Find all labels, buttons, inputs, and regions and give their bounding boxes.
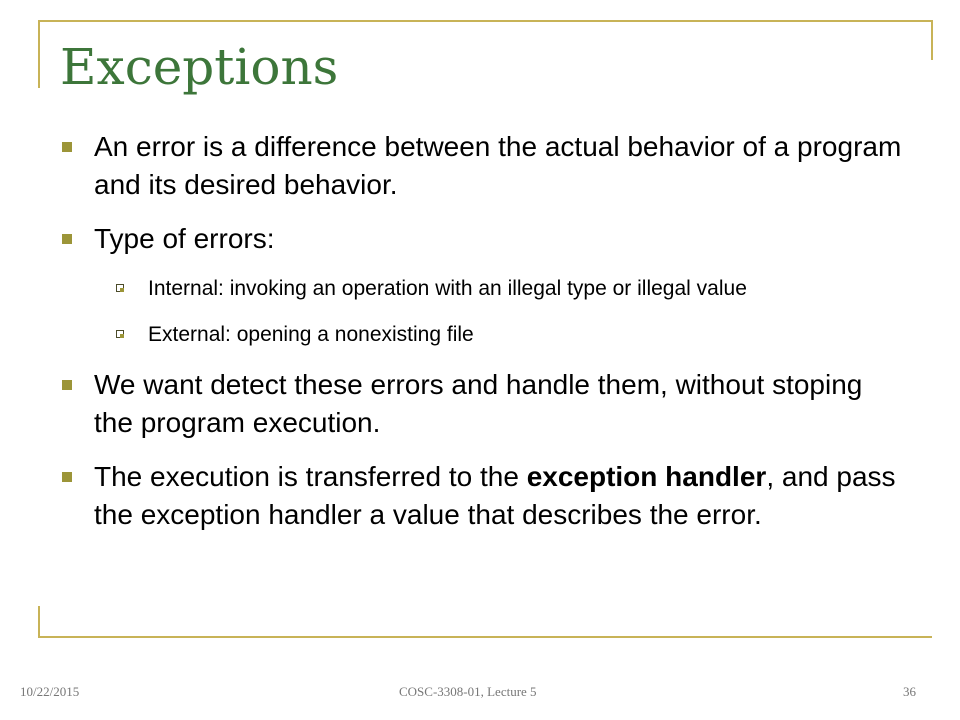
bullet-error-definition xyxy=(62,128,902,204)
square-bullet-icon xyxy=(62,472,72,482)
slide-content xyxy=(62,128,902,550)
bullet-exception-handler xyxy=(62,458,902,534)
square-bullet-icon xyxy=(62,234,72,244)
bullet-text: We want detect these errors and handle them, without stoping the program execution. xyxy=(94,369,863,438)
decorative-bottom-left-line xyxy=(38,606,40,638)
square-bullet-icon xyxy=(62,380,72,390)
exception-handler-term: exception handler xyxy=(526,461,767,492)
footer-course: COSC-3308-01, Lecture 5 xyxy=(399,684,537,699)
subbullet-internal-error xyxy=(116,274,902,304)
decorative-right-line xyxy=(931,20,933,60)
bullet-text-part-2: , and pass the exception handler a value that describes the error. xyxy=(94,461,896,530)
checkbox-bullet-icon xyxy=(116,330,124,338)
checkbox-bullet-icon xyxy=(116,284,124,292)
slide-title: Exceptions xyxy=(60,38,339,96)
footer-date: 10/22/2015 xyxy=(20,684,80,699)
bullet-text-part-1: The execution is transferred to the xyxy=(94,461,519,492)
square-bullet-icon xyxy=(62,142,72,152)
bullet-text: Type of errors: xyxy=(94,223,275,254)
bullet-text: An error is a difference between the actual behavior of a program and its desired behavior. xyxy=(94,131,902,200)
subbullet-text: External: opening a nonexisting file xyxy=(148,323,474,346)
bullet-error-handling-goal xyxy=(62,366,902,442)
decorative-left-line xyxy=(38,20,40,88)
bullet-error-types xyxy=(62,220,902,258)
subbullet-text: Internal: invoking an operation with an illegal type or illegal value xyxy=(148,277,747,300)
decorative-bottom-line xyxy=(38,636,932,638)
decorative-top-line xyxy=(38,20,932,22)
subbullet-external-error xyxy=(116,320,902,350)
footer-page-number: 36 xyxy=(903,684,916,699)
